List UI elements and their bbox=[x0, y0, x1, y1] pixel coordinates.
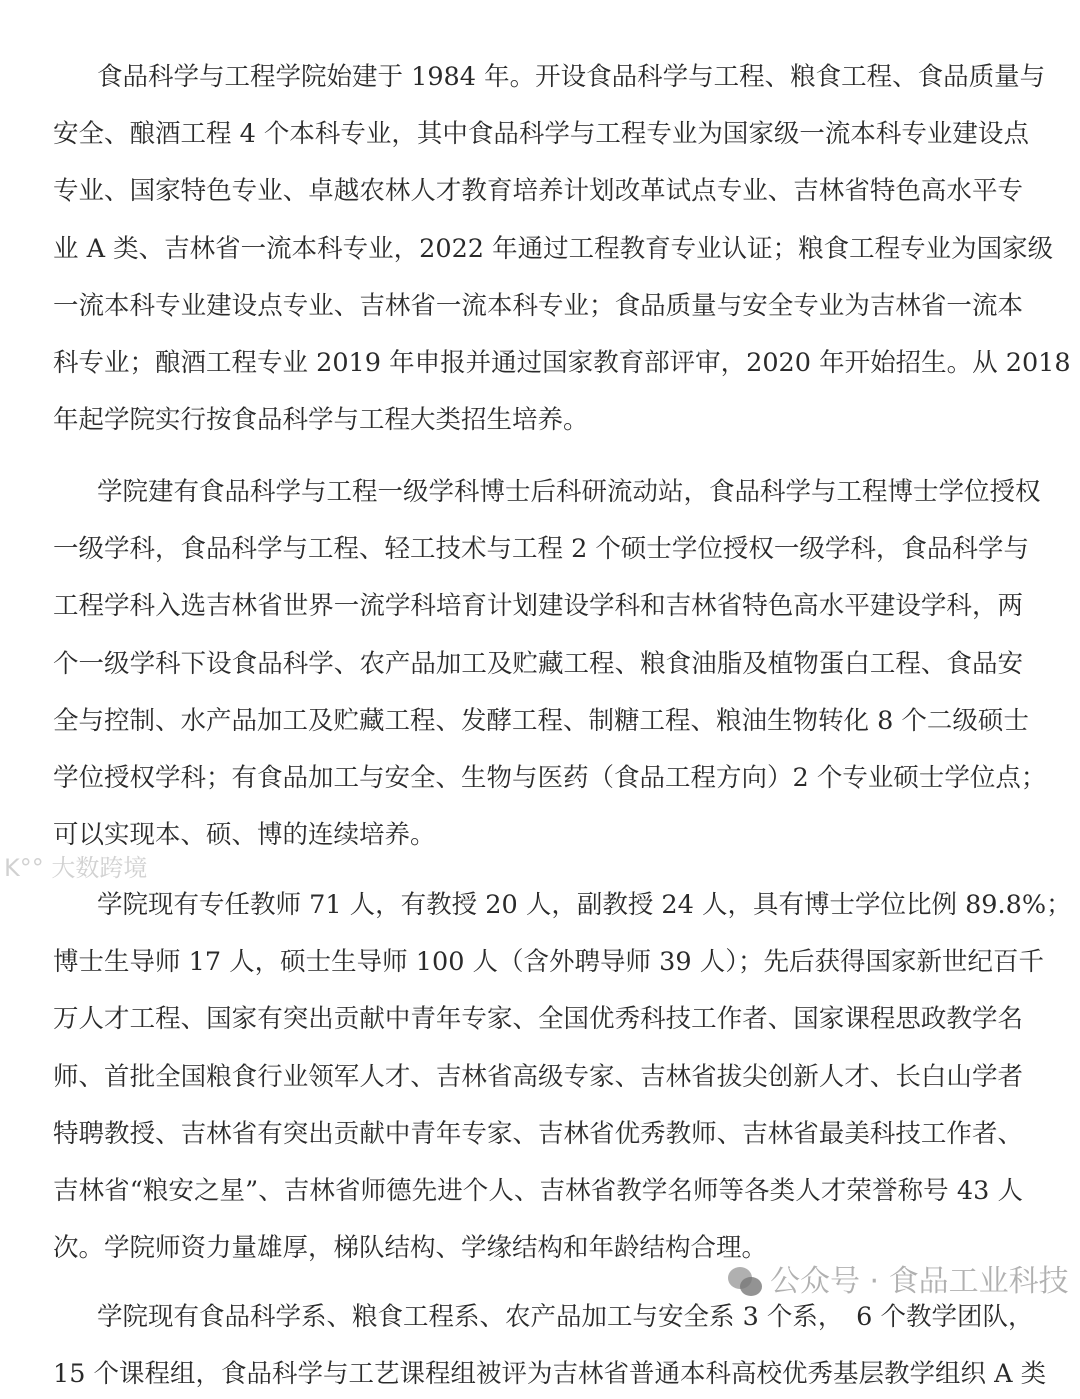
text-line: 吉林省“粮安之星”、吉林省师德先进个人、吉林省教学名师等各类人才荣誉称号 43 人 bbox=[53, 1176, 1023, 1206]
text-line: 食品科学与工程学院始建于 1984 年。开设食品科学与工程、粮食工程、食品质量与 bbox=[97, 62, 1046, 92]
text-line: 业 A 类、吉林省一流本科专业，2022 年通过工程教育专业认证；粮食工程专业为国家级 bbox=[53, 233, 1054, 264]
text-line: 15 个课程组，食品科学与工艺课程组被评为吉林省普通本科高校优秀基层教学组织 A 类 bbox=[53, 1359, 1047, 1390]
text-line: 万人才工程、国家有突出贡献中青年专家、全国优秀科技工作者、国家课程思政教学名 bbox=[53, 1004, 1023, 1035]
text-line: 特聘教授、吉林省有突出贡献中青年专家、吉林省优秀教师、吉林省最美科技工作者、 bbox=[53, 1118, 1023, 1149]
wechat-watermark: 公众号 · 食品工业科技 bbox=[728, 1265, 1069, 1299]
text-line: 学院现有食品科学系、粮食工程系、农产品加工与安全系 3 个系， 6 个教学团队， bbox=[97, 1302, 1034, 1332]
text-line: 一流本科专业建设点专业、吉林省一流本科专业；食品质量与安全专业为吉林省一流本 bbox=[53, 290, 1023, 321]
text-line: 师、首批全国粮食行业领军人才、吉林省高级专家、吉林省拔尖创新人才、长白山学者 bbox=[53, 1061, 1023, 1092]
text-line: 个一级学科下设食品科学、农产品加工及贮藏工程、粮食油脂及植物蛋白工程、食品安 bbox=[53, 648, 1023, 679]
text-line: 一级学科，食品科学与工程、轻工技术与工程 2 个硕士学位授权一级学科，食品科学与 bbox=[53, 534, 1029, 565]
text-line: 学院建有食品科学与工程一级学科博士后科研流动站，食品科学与工程博士学位授权 bbox=[97, 477, 1041, 507]
text-line: 学院现有专任教师 71 人，有教授 20 人，副教授 24 人，具有博士学位比例 89.8%； bbox=[97, 890, 1072, 920]
text-line: 学位授权学科；有食品加工与安全、生物与医药（食品工程方向）2 个专业硕士学位点； bbox=[53, 763, 1047, 793]
text-line: 工程学科入选吉林省世界一流学科培育计划建设学科和吉林省特色高水平建设学科，两 bbox=[53, 591, 1023, 622]
text-line: 全与控制、水产品加工及贮藏工程、发酵工程、制糖工程、粮油生物转化 8 个二级硕士 bbox=[53, 705, 1029, 736]
text-line: 年起学院实行按食品科学与工程大类招生培养。 bbox=[53, 405, 589, 436]
logo-icon: K°° bbox=[4, 854, 52, 882]
text-line: 次。学院师资力量雄厚，梯队结构、学缘结构和年龄结构合理。 bbox=[53, 1233, 768, 1264]
corner-watermark: K°° 大数跨境 bbox=[4, 854, 148, 882]
text-line: 可以实现本、硕、博的连续培养。 bbox=[53, 820, 436, 851]
text-line: 专业、国家特色专业、卓越农林人才教育培养计划改革试点专业、吉林省特色高水平专 bbox=[53, 176, 1023, 207]
wechat-icon bbox=[728, 1267, 762, 1297]
text-line: 博士生导师 17 人，硕士生导师 100 人（含外聘导师 39 人）；先后获得国家新世纪百千 bbox=[53, 947, 1044, 978]
text-line: 安全、酿酒工程 4 个本科专业，其中食品科学与工程专业为国家级一流本科专业建设点 bbox=[53, 119, 1029, 150]
text-line: 科专业；酿酒工程专业 2019 年申报并通过国家教育部评审，2020 年开始招生。从 2018 bbox=[53, 348, 1071, 378]
